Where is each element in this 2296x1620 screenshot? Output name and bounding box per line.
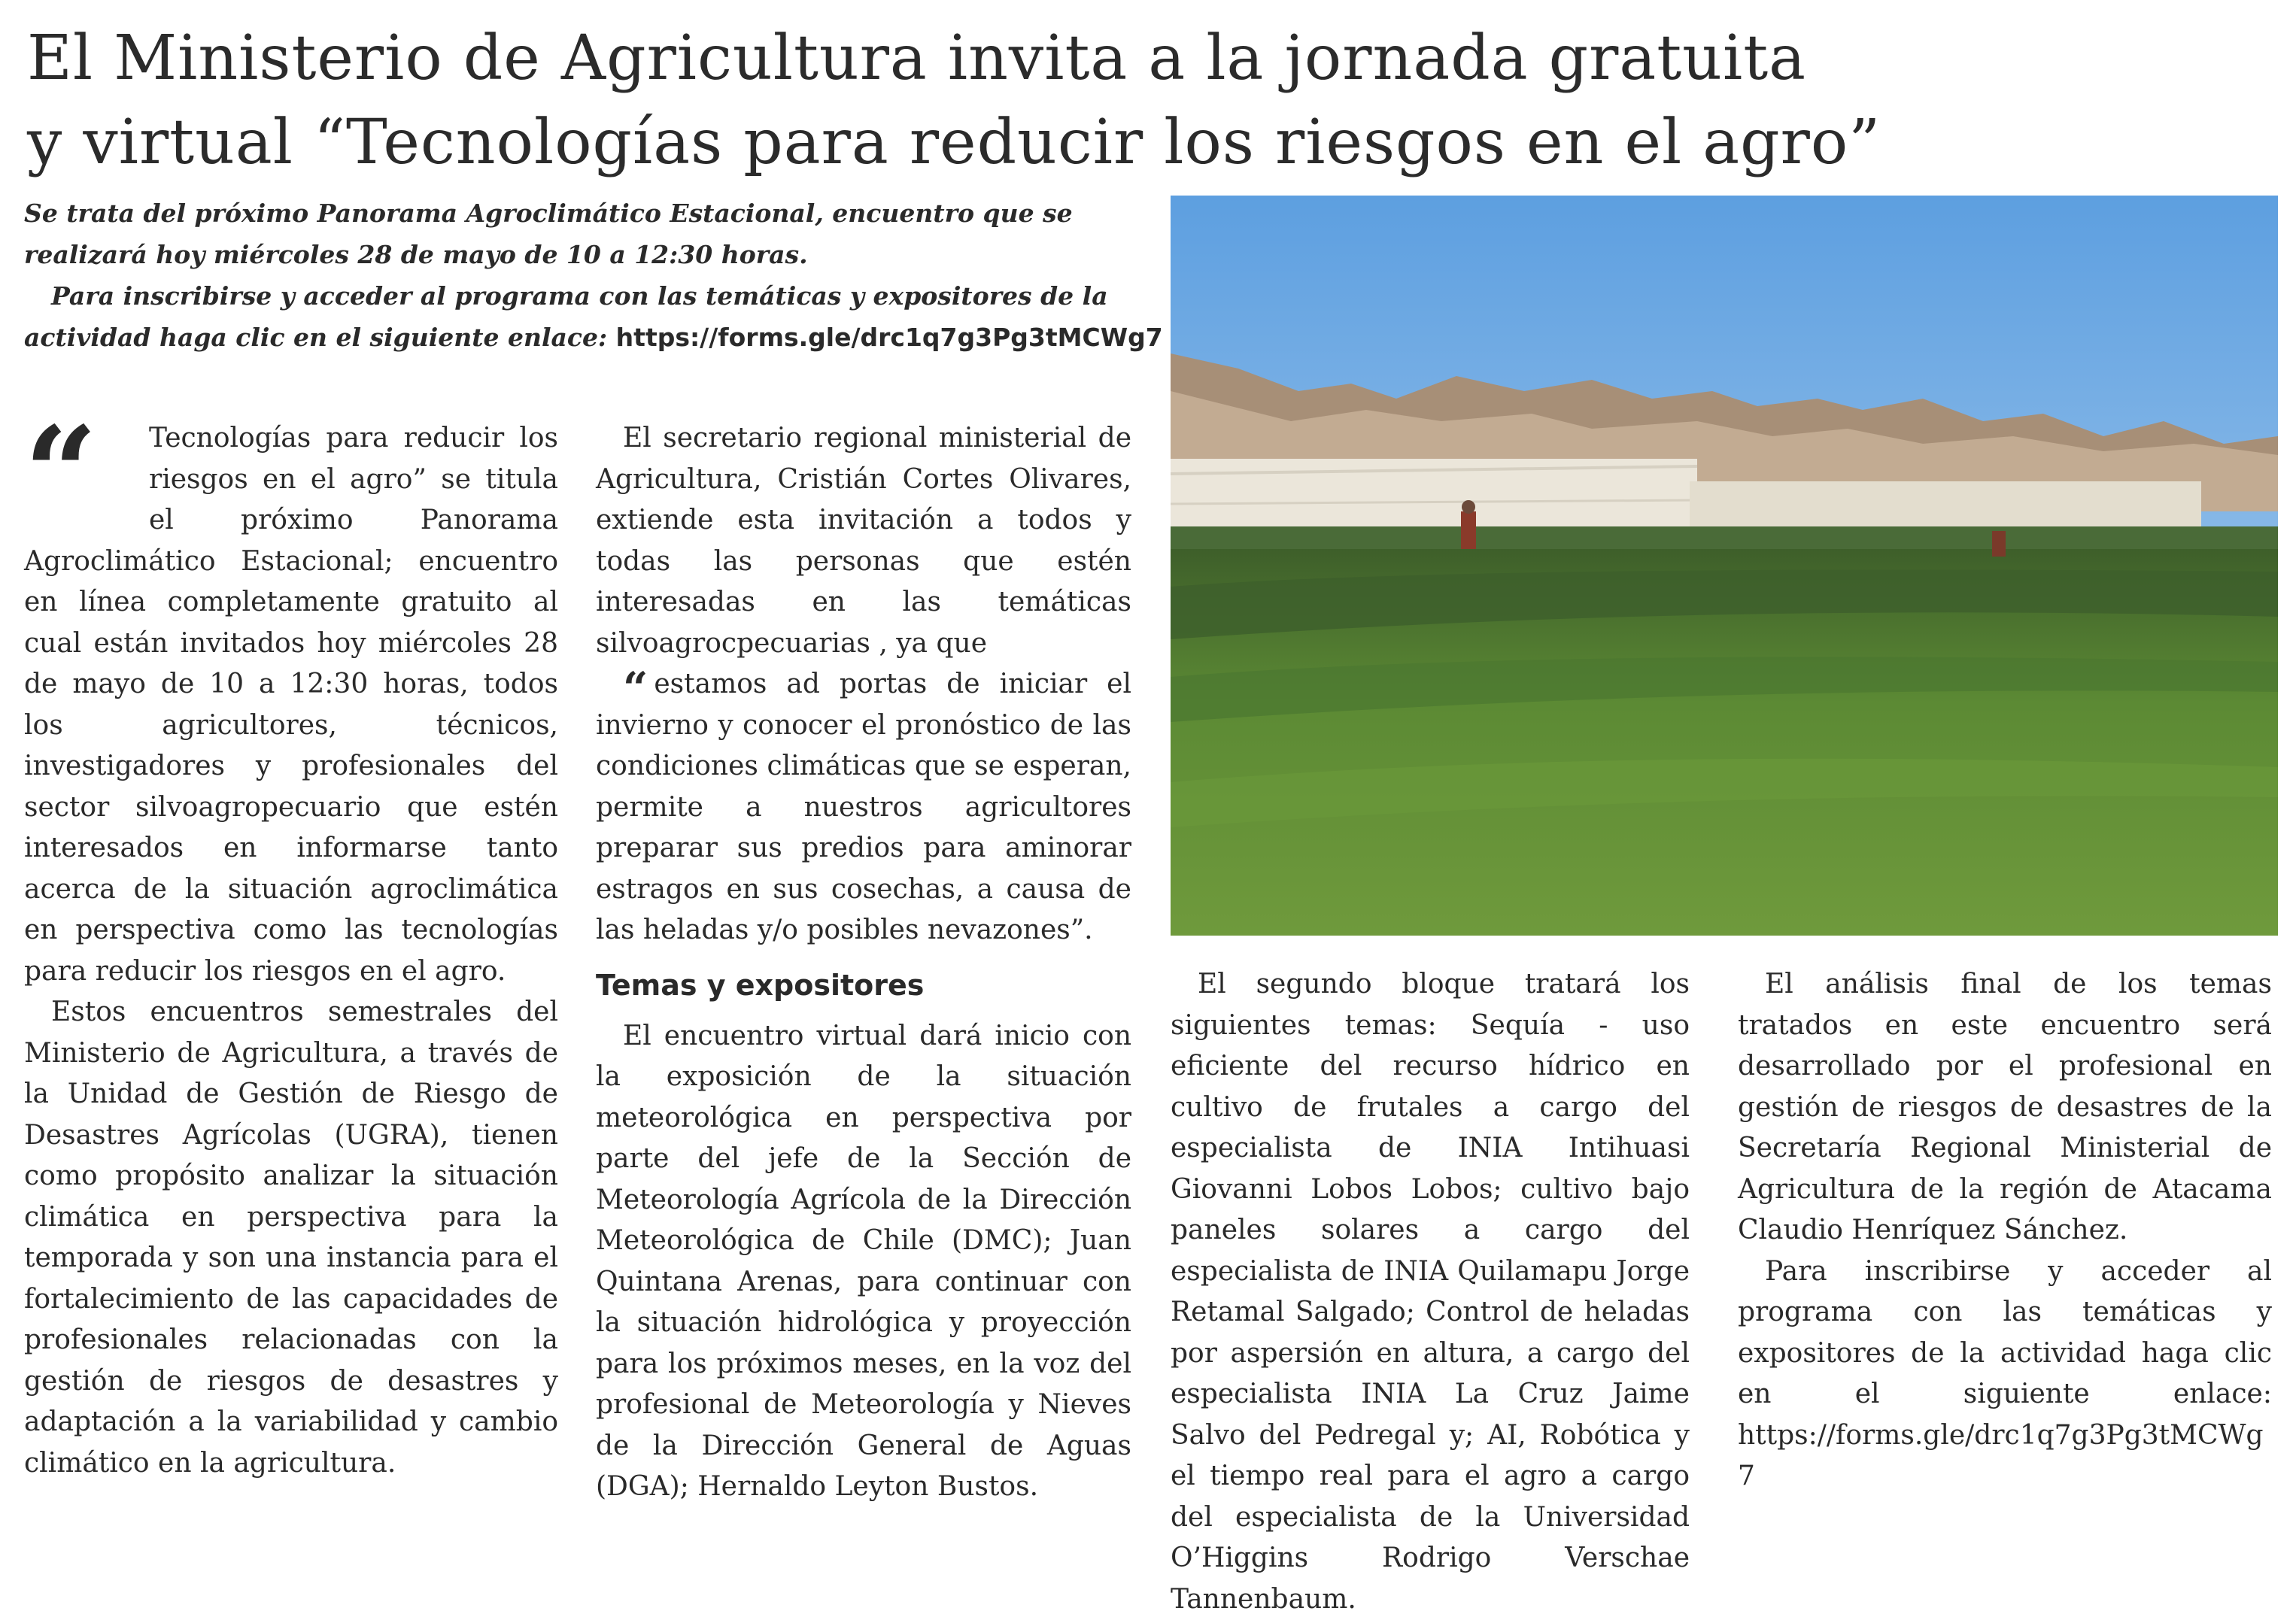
- article-photo: [1171, 196, 2278, 936]
- body-paragraph-2: Estos encuentros semestrales del Ministerio de Agricultura, a través de la Unidad de Gestión de Riesgo de Desastres Agrícolas (UGRA), tienen como propósito analizar la situación climática en perspectiva para la temporada y son una instancia para el fortalecimiento de las capacidades de profesionales relacionadas con la gestión de riesgos de desastres y adaptación a la variabilidad y cambio climático en la agricultura.: [24, 997, 558, 1479]
- column-1: [24, 399, 558, 1484]
- column-2: [596, 418, 1131, 1508]
- lead-summary: [24, 193, 1168, 358]
- body-paragraph-7: Para inscribirse y acceder al programa con las temáticas y expositores de la actividad haga clic en el siguiente enlace: https://forms.gle/drc1q7g3Pg3tMCWg7: [1738, 1255, 2272, 1491]
- body-paragraph-4: El encuentro virtual dará inicio con la exposición de la situación meteorológica en perspectiva por parte del jefe de la Sección de Meteorología Agrícola de la Dirección Meteorológica de Chile (DMC); Juan Quintana Arenas, para continuar con la situación hidrológica y proyección para los próximos meses, en la voz del profesional de Meteorología y Nieves de la Dirección General de Aguas (DGA); Hernaldo Leyton Bustos.: [596, 1020, 1131, 1502]
- body-paragraph-6: El análisis final de los temas tratados en este encuentro será desarrollado por el profesional en gestión de riesgos de desastres de la Secretaría Regional Ministerial de Agricultura de la región de Atacama Claudio Henríquez Sánchez.: [1738, 969, 2272, 1245]
- lead-paragraph-2-text: Para inscribirse y acceder al programa con las temáticas y expositores de la actividad haga clic en el siguiente enlace:: [24, 281, 1108, 352]
- inline-quote-mark: “: [623, 663, 648, 714]
- quote-text: estamos ad portas de iniciar el invierno y conocer el pronóstico de las condiciones climáticas que se esperan, permite a nuestros agricultores preparar sus predios para aminorar estragos en sus cosechas, a causa de las heladas y/o posibles nevazones”.: [596, 669, 1131, 945]
- opening-quote-mark: “: [24, 399, 98, 549]
- farm-field-photo: [1171, 196, 2278, 936]
- lead-paragraph-2: [24, 275, 1168, 358]
- registration-link[interactable]: https://forms.gle/drc1q7g3Pg3tMCWg7: [615, 323, 1163, 352]
- body-paragraph-1: Tecnologías para reducir los riesgos en el agro” se titula el próximo Panorama Agroclimático Estacional; encuentro en línea completamente gratuito al cual están invitados hoy miércoles 28 de mayo de 10 a 12:30 horas, todos los agricultores, técnicos, investigadores y profesionales del sector silvoagropecuario que estén interesados en informarse tanto acerca de la situación agroclimática en perspectiva como las tecnologías para reducir los riesgos en el agro.: [24, 423, 558, 987]
- headline-line-2: y virtual “Tecnologías para reducir los riesgos en el agro”: [27, 107, 1881, 178]
- body-paragraph-3: El secretario regional ministerial de Agricultura, Cristián Cortes Olivares, extiende esta invitación a todos y todas las personas que estén interesadas en las temáticas silvoagrocpecuarias , ya que: [596, 423, 1131, 659]
- column-3: [1171, 964, 1690, 1620]
- section-subhead: Temas y expositores: [596, 968, 925, 1002]
- quote-paragraph: [596, 664, 1131, 951]
- column-4: [1738, 964, 2272, 1497]
- lead-paragraph-1: Se trata del próximo Panorama Agroclimático Estacional, encuentro que se realizará hoy miércoles 28 de mayo de 10 a 12:30 horas.: [24, 199, 1073, 269]
- body-paragraph-5: El segundo bloque tratará los siguientes temas: Sequía - uso eficiente del recurso hídrico en cultivo de frutales a cargo del especialista de INIA Intihuasi Giovanni Lobos Lobos; cultivo bajo paneles solares a cargo del especialista de INIA Quilamapu Jorge Retamal Salgado; Control de heladas por aspersión en altura, a cargo del especialista INIA La Cruz Jaime Salvo del Pedregal y; AI, Robótica y el tiempo real para el agro a cargo del especialista de la Universidad O’Higgins Rodrigo Verschae Tannenbaum.: [1171, 969, 1690, 1615]
- headline: [27, 17, 2269, 185]
- headline-line-1: El Ministerio de Agricultura invita a la jornada gratuita: [27, 23, 1807, 94]
